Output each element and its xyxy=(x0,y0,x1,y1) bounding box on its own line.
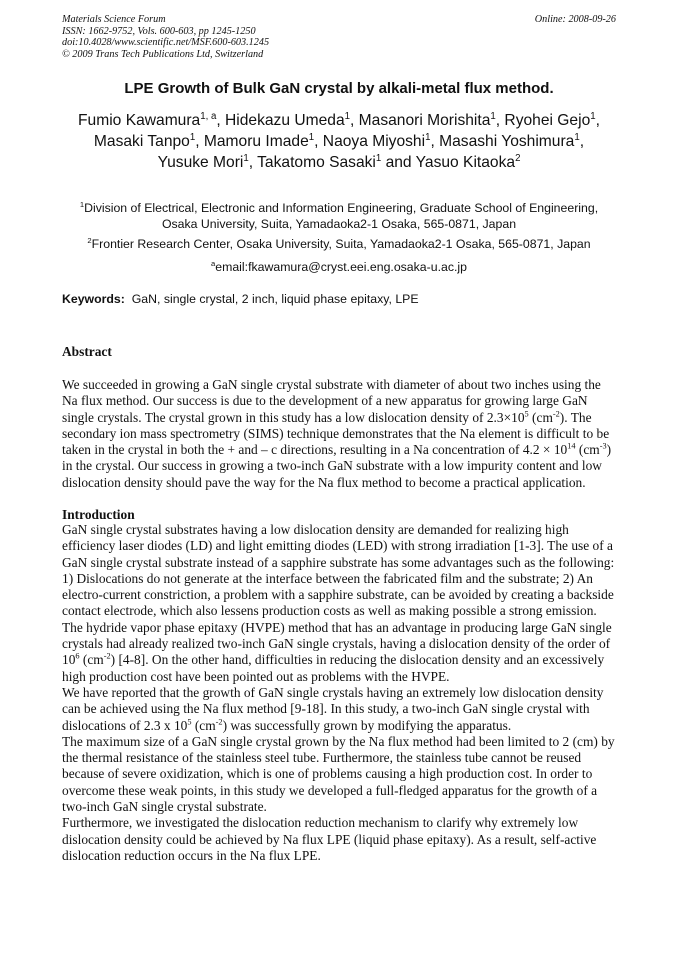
journal-name: Materials Science Forum xyxy=(62,14,166,25)
journal-header xyxy=(62,14,616,60)
author-line-2: Masaki Tanpo$^1$, Mamoru Imade$^1$, Naoya Miyoshi$^1$, Masashi Yoshimura$^1$, xyxy=(93,131,585,150)
keywords-text: GaN, single crystal, 2 inch, liquid phase epitaxy, LPE xyxy=(131,292,419,306)
intro-paragraph-3: We have reported that the growth of GaN single crystals having an extremely low dislocation density can be achieved using the Na flux method [9-18]. In this study, a two-inch GaN single crystal with dislocations of 2.3 x $10^5$ $(cm^{-2})$ was successfully grown by modifying the apparatus. xyxy=(62,684,604,733)
copyright-line: © 2009 Trans Tech Publications Ltd, Switzerland xyxy=(62,48,264,60)
introduction-heading: Introduction xyxy=(62,507,135,522)
keywords xyxy=(62,292,419,306)
intro-paragraph-5: Furthermore, we investigated the dislocation reduction mechanism to clarify why extremely low dislocation density could be achieved by Na flux LPE (liquid phase epitaxy). As a result, self-active dislocation reduction occurs in the Na flux LPE. xyxy=(62,815,597,863)
abstract-heading: Abstract xyxy=(62,344,112,359)
doi-line: doi:10.4028/www.scientific.net/MSF.600-603.1245 xyxy=(62,37,270,49)
paper-title: LPE Growth of Bulk GaN crystal by alkali-metal flux method. xyxy=(124,80,554,97)
affiliation-1: $^1$Division of Electrical, Electronic and Information Engineering, Graduate School of Engineering, Osaka University, Suita, Yamadaoka2-1 Osaka, 565-0871, Japan xyxy=(79,199,599,231)
author-line-1: Fumio Kawamura$^{1, a}$, Hidekazu Umeda$^1$, Masanori Morishita$^1$, Ryohei Gejo$^1$, xyxy=(78,110,600,129)
author-line-3: Yusuke Mori$^1$, Takatomo Sasaki$^1$ and Yasuo Kitaoka$^2$ xyxy=(157,152,521,171)
affiliation-2: $^2$Frontier Research Center, Osaka University, Suita, Yamadaoka2-1 Osaka, 565-0871, Japan xyxy=(87,235,591,251)
introduction-body xyxy=(62,522,618,864)
intro-paragraph-4: The maximum size of a GaN single crystal grown by the Na flux method had been limited to 2 (cm) by the thermal resistance of the stainless steel tube. Furthermore, the stainless tube cannot be reused because of severe oxidization, which is one of problems causing a high production cost. In order to overcome these weak points, in this study we developed a full-fledged apparatus for the growth of a two-inch GaN single crystal substrate. xyxy=(62,733,615,815)
contact-email[interactable]: $^a$email:fkawamura@cryst.eei.eng.osaka-u.ac.jp xyxy=(211,258,467,274)
author-list xyxy=(20,110,658,173)
intro-paragraph-1: GaN single crystal substrates having a low dislocation density are demanded for realizing high efficiency laser diodes (LD) and light emitting diodes (LED) with strong irradiation [1-3]. The use of a GaN single crystal substrate instead of a sapphire substrate has some advantages such as the following: 1) Dislocations do not generate at the interface between the fabricated film and the substrate; 2) An electro-current constriction, a problem with a sapphire substrate, can be avoided by creating a backside contact electrode, which also lessens production costs as well as making possible a strong emission. xyxy=(62,522,615,619)
issn-line: ISSN: 1662-9752, Vols. 600-603, pp 1245-1250 xyxy=(62,25,256,37)
online-date: Online: 2008-09-26 xyxy=(534,14,616,25)
keywords-label: Keywords: xyxy=(62,292,125,306)
intro-paragraph-2: The hydride vapor phase epitaxy (HVPE) method that has an advantage in producing large GaN single crystals had already realized two-inch GaN single crystals, having a dislocation density of the order of $10^6$ $(cm^{-2})$ [4-8]. On the other hand, difficulties in reducing the dislocation density and an excessively high production cost have been pointed out as problems with the HVPE. xyxy=(62,619,612,684)
abstract-body: We succeeded in growing a GaN single crystal substrate with diameter of about two inches using the Na flux method. Our success is due to the development of a new apparatus for growing large GaN single crystals. The crystal grown in this study has a low dislocation density of $2.3\times 10^5$ $(cm^{-2})$. The secondary ion mass spectrometry (SIMS) technique demonstrates that the Na element is difficult to be taken in the crystal in both the + and – c directions, resulting in a Na concentration of $4.2 \times 10^{14}$ $(cm^{-3})$ in the crystal. Our success in growing a two-inch GaN substrate with a low impurity content and low dislocation density should pave the way for the Na flux method to become a practical application. xyxy=(62,377,612,490)
